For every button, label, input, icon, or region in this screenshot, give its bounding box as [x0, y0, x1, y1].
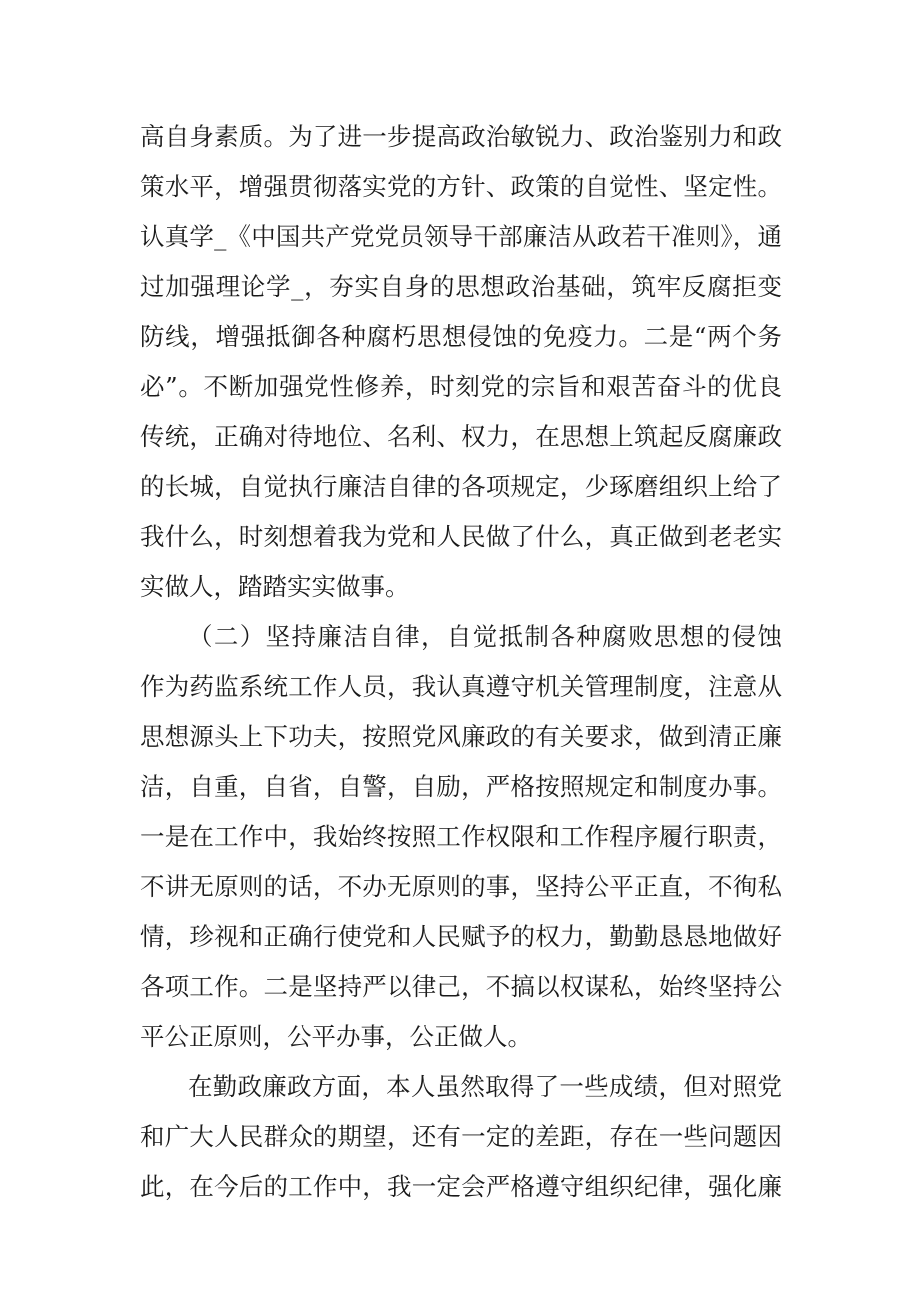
paragraph-1-line-9: 我什么，时刻想着我为党和人民做了什么，真正做到老老实: [140, 522, 782, 551]
paragraph-2-line-7: 情，珍视和正确行使党和人民赋予的权力，勤勤恳恳地做好: [140, 922, 782, 951]
paragraph-1-line-8: 的长城，自觉执行廉洁自律的各项规定，少琢磨组织上给了: [140, 472, 782, 501]
paragraph-2-line-3: 思想源头上下功夫，按照党风廉政的有关要求，做到清正廉: [140, 722, 782, 751]
paragraph-2-line-8: 各项工作。二是坚持严以律己，不搞以权谋私，始终坚持公: [140, 972, 782, 1001]
paragraph-3-line-1: 在勤政廉政方面，本人虽然取得了一些成绩，但对照党: [188, 1072, 782, 1101]
paragraph-1-line-3: 认真学_《中国共产党党员领导干部廉洁从政若干准则》，通: [140, 222, 782, 251]
paragraph-2-line-5: 一是在工作中，我始终按照工作权限和工作程序履行职责，: [140, 822, 782, 851]
paragraph-1-line-4: 过加强理论学_，夯实自身的思想政治基础，筑牢反腐拒变: [140, 272, 782, 301]
paragraph-1-line-2: 策水平，增强贯彻落实党的方针、政策的自觉性、坚定性。: [140, 172, 782, 201]
paragraph-2-line-2: 作为药监系统工作人员，我认真遵守机关管理制度，注意从: [140, 672, 782, 701]
paragraph-2-line-9: 平公正原则，公平办事，公正做人。: [140, 1022, 532, 1051]
paragraph-1-line-5: 防线，增强抵御各种腐朽思想侵蚀的免疫力。二是“两个务: [140, 322, 782, 351]
paragraph-1-line-10: 实做人，踏踏实实做事。: [140, 572, 410, 601]
paragraph-1-line-1: 高自身素质。为了进一步提高政治敏锐力、政治鉴别力和政: [140, 122, 782, 151]
paragraph-2-heading: （二）坚持廉洁自律，自觉抵制各种腐败思想的侵蚀: [188, 622, 782, 651]
paragraph-2-line-4: 洁，自重，自省，自警，自励，严格按照规定和制度办事。: [140, 772, 782, 801]
paragraph-1-line-7: 传统，正确对待地位、名利、权力，在思想上筑起反腐廉政: [140, 422, 782, 451]
paragraph-3-line-3: 此，在今后的工作中，我一定会严格遵守组织纪律，强化廉: [140, 1172, 782, 1201]
paragraph-2-line-6: 不讲无原则的话，不办无原则的事，坚持公平正直，不徇私: [140, 872, 782, 901]
paragraph-3-line-2: 和广大人民群众的期望，还有一定的差距，存在一些问题因: [140, 1122, 782, 1151]
paragraph-1-line-6: 必”。不断加强党性修养，时刻党的宗旨和艰苦奋斗的优良: [140, 372, 782, 401]
